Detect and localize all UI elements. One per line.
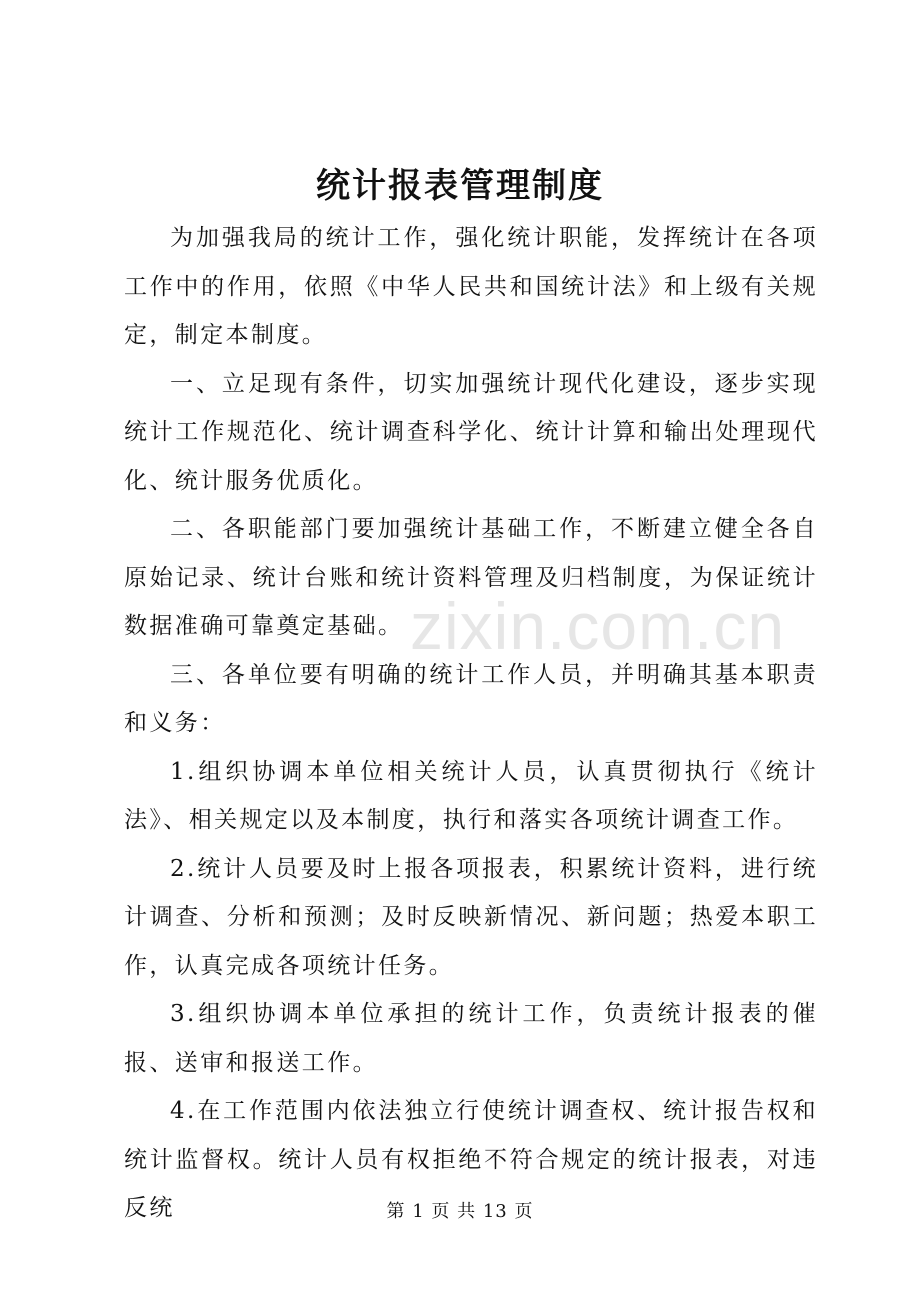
paragraph-item-2: 2.统计人员要及时上报各项报表，积累统计资料，进行统计调查、分析和预测；及时反映新情况、新问题；热爱本职工作，认真完成各项统计任务。 — [124, 855, 818, 979]
document-title: 统计报表管理制度 — [316, 166, 604, 206]
paragraph-item-3: 3.组织协调本单位承担的统计工作，负责统计报表的催报、送审和报送工作。 — [124, 1001, 818, 1076]
paragraph-item-4: 4.在工作范围内依法独立行使统计调查权、统计报告权和统计监督权。统计人员有权拒绝不符合规定的统计报表，对违反统 — [124, 1098, 818, 1221]
paragraph-section-1: 一、立足现有条件，切实加强统计现代化建设，逐步实现统计工作规范化、统计调查科学化、统计计算和输出处理现代化、统计服务优质化。 — [124, 370, 818, 494]
page-number-footer: 第 1 页 共 13 页 — [386, 1201, 534, 1222]
paragraph-item-1: 1.组织协调本单位相关统计人员，认真贯彻执行《统计法》、相关规定以及本制度，执行和落实各项统计调查工作。 — [124, 758, 818, 833]
paragraph-section-3: 三、各单位要有明确的统计工作人员，并明确其基本职责和义务： — [124, 661, 818, 736]
watermark: zixin.com.cn — [410, 589, 786, 663]
document-body — [124, 214, 818, 1233]
paragraph-intro: 为加强我局的统计工作，强化统计职能，发挥统计在各项工作中的作用，依照《中华人民共和国统计法》和上级有关规定，制定本制度。 — [124, 225, 818, 348]
paragraph-section-2: 二、各职能部门要加强统计基础工作，不断建立健全各自原始记录、统计台账和统计资料管理及归档制度，为保证统计数据准确可靠奠定基础。 — [124, 516, 818, 639]
